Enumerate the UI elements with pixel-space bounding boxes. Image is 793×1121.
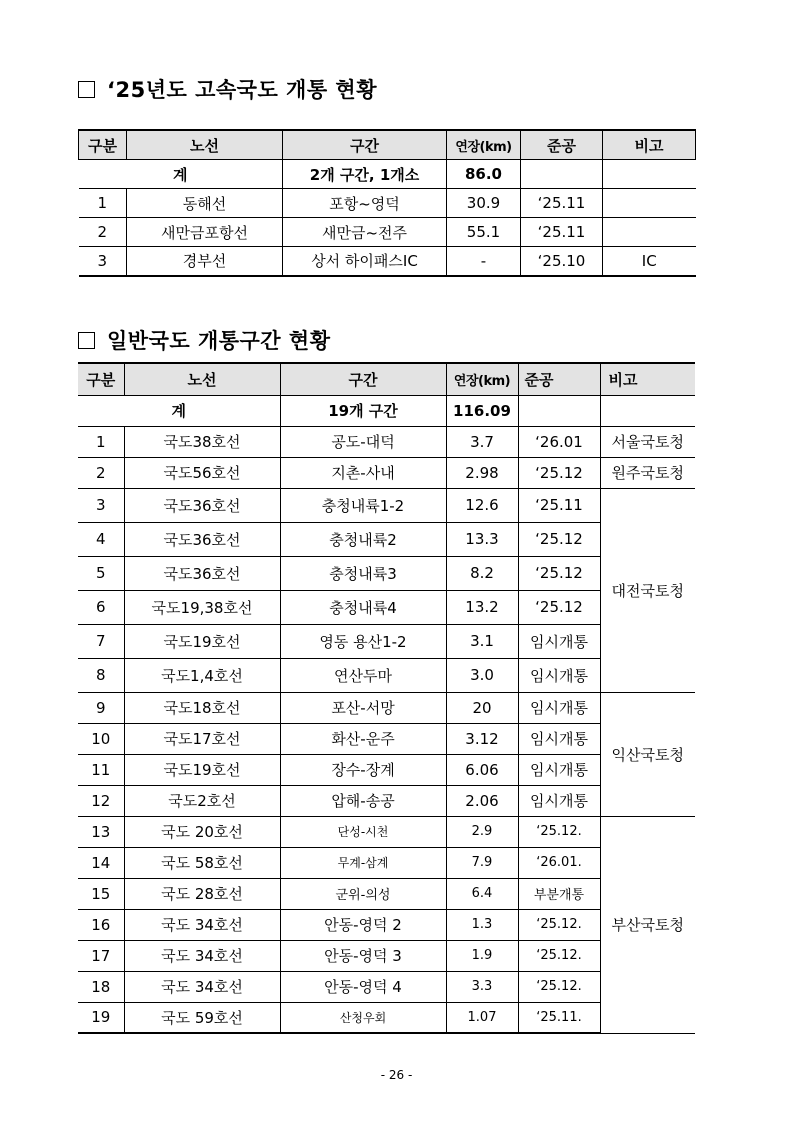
row-route: 국도36호선 bbox=[124, 522, 280, 556]
row-route: 국도1,4호선 bbox=[124, 658, 280, 692]
row-section: 단성-시천 bbox=[280, 816, 446, 847]
row-length: 55.1 bbox=[447, 218, 521, 247]
total-done bbox=[518, 395, 600, 426]
row-length: 3.0 bbox=[446, 658, 518, 692]
table-row bbox=[78, 816, 695, 847]
page-number: - 26 - bbox=[380, 1068, 413, 1082]
row-done: ‘25.11. bbox=[518, 1002, 600, 1033]
row-done: ‘25.12 bbox=[518, 590, 600, 624]
row-section: 지촌-사내 bbox=[280, 457, 446, 488]
row-length: 2.06 bbox=[446, 785, 518, 816]
header-cell: 구분 bbox=[78, 363, 124, 395]
group-note-daejeon: 대전국토청 bbox=[600, 488, 695, 692]
row-note: 서울국토청 bbox=[600, 426, 695, 457]
row-length: - bbox=[447, 247, 521, 276]
row-route: 국도 34호선 bbox=[124, 971, 280, 1002]
total-row bbox=[79, 160, 696, 189]
row-done: ‘25.11 bbox=[521, 189, 603, 218]
row-done: ‘25.12. bbox=[518, 971, 600, 1002]
table-header-row bbox=[78, 363, 695, 395]
row-note: 원주국토청 bbox=[600, 457, 695, 488]
row-route: 국도 20호선 bbox=[124, 816, 280, 847]
row-length: 13.2 bbox=[446, 590, 518, 624]
row-no: 2 bbox=[79, 218, 127, 247]
row-route: 국도17호선 bbox=[124, 723, 280, 754]
row-length: 7.9 bbox=[446, 847, 518, 878]
section2-title-text: 일반국도 개통구간 현황 bbox=[107, 329, 331, 353]
row-route: 국도19호선 bbox=[124, 754, 280, 785]
row-no: 10 bbox=[78, 723, 124, 754]
row-route: 국도56호선 bbox=[124, 457, 280, 488]
row-length: 30.9 bbox=[447, 189, 521, 218]
row-section: 충청내륙1-2 bbox=[280, 488, 446, 522]
group-note-busan: 부산국토청 bbox=[600, 816, 695, 1033]
row-route: 동해선 bbox=[127, 189, 283, 218]
row-no: 1 bbox=[78, 426, 124, 457]
row-done: ‘26.01 bbox=[518, 426, 600, 457]
row-section: 안동-영덕 2 bbox=[280, 909, 446, 940]
row-done: ‘25.11 bbox=[521, 218, 603, 247]
total-row bbox=[78, 395, 695, 426]
row-done: 임시개통 bbox=[518, 624, 600, 658]
row-no: 11 bbox=[78, 754, 124, 785]
row-route: 국도 28호선 bbox=[124, 878, 280, 909]
row-route: 국도 34호선 bbox=[124, 909, 280, 940]
row-section: 영동 용산1-2 bbox=[280, 624, 446, 658]
row-section: 화산-운주 bbox=[280, 723, 446, 754]
row-section: 산청우회 bbox=[280, 1002, 446, 1033]
row-length: 3.7 bbox=[446, 426, 518, 457]
total-done bbox=[521, 160, 603, 189]
section1-title-text: ‘25년도 고속국도 개통 현황 bbox=[107, 78, 377, 102]
row-done: ‘25.12. bbox=[518, 909, 600, 940]
row-route: 국도38호선 bbox=[124, 426, 280, 457]
row-section: 충청내륙3 bbox=[280, 556, 446, 590]
row-length: 3.12 bbox=[446, 723, 518, 754]
header-cell: 노선 bbox=[124, 363, 280, 395]
row-length: 6.4 bbox=[446, 878, 518, 909]
group-note-iksan: 익산국토청 bbox=[600, 692, 695, 816]
row-section: 군위-의성 bbox=[280, 878, 446, 909]
row-route: 국도 34호선 bbox=[124, 940, 280, 971]
row-done: 부분개통 bbox=[518, 878, 600, 909]
row-done: 임시개통 bbox=[518, 658, 600, 692]
row-length: 3.3 bbox=[446, 971, 518, 1002]
row-done: ‘25.12. bbox=[518, 940, 600, 971]
row-note: IC bbox=[603, 247, 696, 276]
row-route: 경부선 bbox=[127, 247, 283, 276]
total-label: 계 bbox=[79, 160, 283, 189]
row-length: 13.3 bbox=[446, 522, 518, 556]
expressway-table bbox=[78, 129, 696, 277]
row-no: 2 bbox=[78, 457, 124, 488]
row-no: 8 bbox=[78, 658, 124, 692]
row-section: 무계-삼계 bbox=[280, 847, 446, 878]
total-section: 19개 구간 bbox=[280, 395, 446, 426]
national-road-table bbox=[78, 362, 695, 1034]
row-no: 14 bbox=[78, 847, 124, 878]
row-no: 4 bbox=[78, 522, 124, 556]
row-section: 새만금~전주 bbox=[283, 218, 447, 247]
row-route: 국도36호선 bbox=[124, 488, 280, 522]
table-row bbox=[78, 488, 695, 522]
row-done: 임시개통 bbox=[518, 692, 600, 723]
total-length: 86.0 bbox=[447, 160, 521, 189]
row-length: 2.98 bbox=[446, 457, 518, 488]
row-length: 20 bbox=[446, 692, 518, 723]
checkbox-square-icon bbox=[78, 332, 95, 349]
row-no: 18 bbox=[78, 971, 124, 1002]
row-done: 임시개통 bbox=[518, 754, 600, 785]
row-length: 2.9 bbox=[446, 816, 518, 847]
table-row bbox=[79, 218, 696, 247]
table-row bbox=[78, 426, 695, 457]
row-done: ‘25.12 bbox=[518, 457, 600, 488]
row-note bbox=[603, 189, 696, 218]
table-row bbox=[79, 189, 696, 218]
row-no: 15 bbox=[78, 878, 124, 909]
row-no: 19 bbox=[78, 1002, 124, 1033]
header-cell: 구간 bbox=[280, 363, 446, 395]
row-done: ‘25.10 bbox=[521, 247, 603, 276]
total-section: 2개 구간, 1개소 bbox=[283, 160, 447, 189]
row-route: 국도 58호선 bbox=[124, 847, 280, 878]
row-no: 3 bbox=[79, 247, 127, 276]
row-route: 국도 59호선 bbox=[124, 1002, 280, 1033]
header-cell: 비고 bbox=[603, 130, 696, 160]
row-done: ‘26.01. bbox=[518, 847, 600, 878]
row-length: 6.06 bbox=[446, 754, 518, 785]
row-done: ‘25.12 bbox=[518, 556, 600, 590]
total-note bbox=[603, 160, 696, 189]
header-cell: 구분 bbox=[79, 130, 127, 160]
checkbox-square-icon bbox=[78, 81, 95, 98]
row-section: 상서 하이패스IC bbox=[283, 247, 447, 276]
row-no: 5 bbox=[78, 556, 124, 590]
total-length: 116.09 bbox=[446, 395, 518, 426]
header-cell: 연장(km) bbox=[447, 130, 521, 160]
header-cell: 준공 bbox=[518, 363, 600, 395]
section1-title bbox=[78, 74, 377, 104]
row-no: 17 bbox=[78, 940, 124, 971]
row-no: 6 bbox=[78, 590, 124, 624]
header-cell: 연장(km) bbox=[446, 363, 518, 395]
row-route: 국도19,38호선 bbox=[124, 590, 280, 624]
row-section: 공도-대덕 bbox=[280, 426, 446, 457]
section2-title bbox=[78, 325, 330, 355]
table-header-row bbox=[79, 130, 696, 160]
row-section: 연산두마 bbox=[280, 658, 446, 692]
row-section: 안동-영덕 3 bbox=[280, 940, 446, 971]
row-note bbox=[603, 218, 696, 247]
row-length: 8.2 bbox=[446, 556, 518, 590]
row-length: 12.6 bbox=[446, 488, 518, 522]
row-done: ‘25.11 bbox=[518, 488, 600, 522]
row-section: 포항~영덕 bbox=[283, 189, 447, 218]
row-route: 국도36호선 bbox=[124, 556, 280, 590]
table-row bbox=[78, 457, 695, 488]
row-no: 7 bbox=[78, 624, 124, 658]
header-cell: 비고 bbox=[600, 363, 695, 395]
row-section: 충청내륙4 bbox=[280, 590, 446, 624]
row-section: 압해-송공 bbox=[280, 785, 446, 816]
row-route: 국도19호선 bbox=[124, 624, 280, 658]
row-length: 3.1 bbox=[446, 624, 518, 658]
row-section: 충청내륙2 bbox=[280, 522, 446, 556]
row-section: 포산-서망 bbox=[280, 692, 446, 723]
row-no: 1 bbox=[79, 189, 127, 218]
row-no: 9 bbox=[78, 692, 124, 723]
row-done: 임시개통 bbox=[518, 785, 600, 816]
total-label: 계 bbox=[78, 395, 280, 426]
row-no: 12 bbox=[78, 785, 124, 816]
row-done: 임시개통 bbox=[518, 723, 600, 754]
row-no: 3 bbox=[78, 488, 124, 522]
row-no: 16 bbox=[78, 909, 124, 940]
row-length: 1.07 bbox=[446, 1002, 518, 1033]
header-cell: 구간 bbox=[283, 130, 447, 160]
table-row bbox=[79, 247, 696, 276]
header-cell: 준공 bbox=[521, 130, 603, 160]
row-done: ‘25.12. bbox=[518, 816, 600, 847]
header-cell: 노선 bbox=[127, 130, 283, 160]
row-route: 국도2호선 bbox=[124, 785, 280, 816]
row-route: 국도18호선 bbox=[124, 692, 280, 723]
row-length: 1.3 bbox=[446, 909, 518, 940]
row-done: ‘25.12 bbox=[518, 522, 600, 556]
row-section: 안동-영덕 4 bbox=[280, 971, 446, 1002]
row-route: 새만금포항선 bbox=[127, 218, 283, 247]
table-row bbox=[78, 692, 695, 723]
row-section: 장수-장계 bbox=[280, 754, 446, 785]
row-length: 1.9 bbox=[446, 940, 518, 971]
row-no: 13 bbox=[78, 816, 124, 847]
total-note bbox=[600, 395, 695, 426]
